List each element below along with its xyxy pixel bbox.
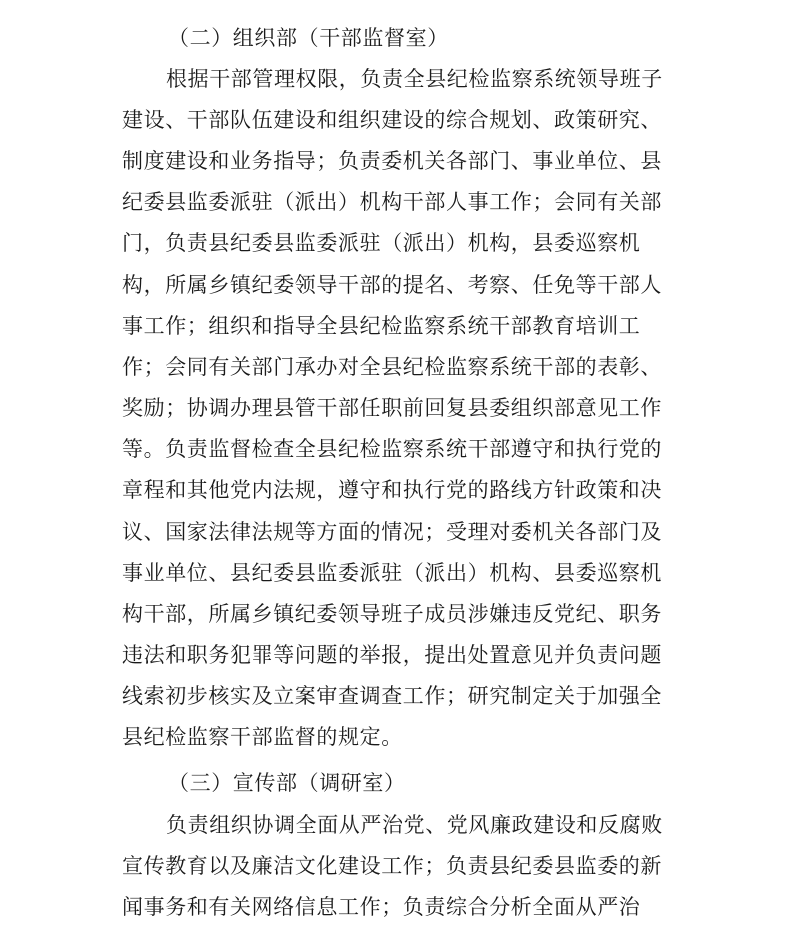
- paragraph-line: 章程和其他党内法规，遵守和执行党的路线方针政策和决: [122, 478, 662, 502]
- paragraph-line: 事业单位、县纪委县监委派驻（派出）机构、县委巡察机: [122, 561, 662, 585]
- paragraph-line: 线索初步核实及立案审查调查工作；研究制定关于加强全: [122, 684, 662, 708]
- paragraph-line: 构干部，所属乡镇纪委领导班子成员涉嫌违反党纪、职务: [122, 602, 662, 626]
- paragraph-line: 门，负责县纪委县监委派驻（派出）机构，县委巡察机: [122, 231, 641, 255]
- paragraph-line: 构，所属乡镇纪委领导干部的提名、考察、任免等干部人: [122, 273, 662, 297]
- paragraph-line: 县纪检监察干部监督的规定。: [122, 725, 403, 749]
- paragraph-line: 负责组织协调全面从严治党、党风廉政建设和反腐败: [166, 813, 663, 837]
- paragraph-line: 作；会同有关部门承办对全县纪检监察系统干部的表彰、: [122, 355, 662, 379]
- paragraph-line: 建设、干部队伍建设和组织建设的综合规划、政策研究、: [122, 108, 662, 132]
- paragraph-line: 纪委县监委派驻（派出）机构干部人事工作；会同有关部: [122, 190, 662, 214]
- paragraph-line: 奖励；协调办理县管干部任职前回复县委组织部意见工作: [122, 396, 662, 420]
- section-heading-publicity: （三）宣传部（调研室）: [168, 771, 406, 795]
- paragraph-line: 等。负责监督检查全县纪检监察系统干部遵守和执行党的: [122, 437, 662, 461]
- paragraph-line: 违法和职务犯罪等问题的举报，提出处置意见并负责问题: [122, 643, 662, 667]
- section-heading-organization: （二）组织部（干部监督室）: [168, 26, 449, 50]
- paragraph-line: 闻事务和有关网络信息工作；负责综合分析全面从严治: [122, 895, 641, 919]
- paragraph-line: 根据干部管理权限，负责全县纪检监察系统领导班子: [166, 67, 663, 91]
- paragraph-line: 事工作；组织和指导全县纪检监察系统干部教育培训工: [122, 314, 641, 338]
- paragraph-line: 宣传教育以及廉洁文化建设工作；负责县纪委县监委的新: [122, 854, 662, 878]
- paragraph-line: 议、国家法律法规等方面的情况；受理对委机关各部门及: [122, 520, 662, 544]
- paragraph-line: 制度建设和业务指导；负责委机关各部门、事业单位、县: [122, 149, 662, 173]
